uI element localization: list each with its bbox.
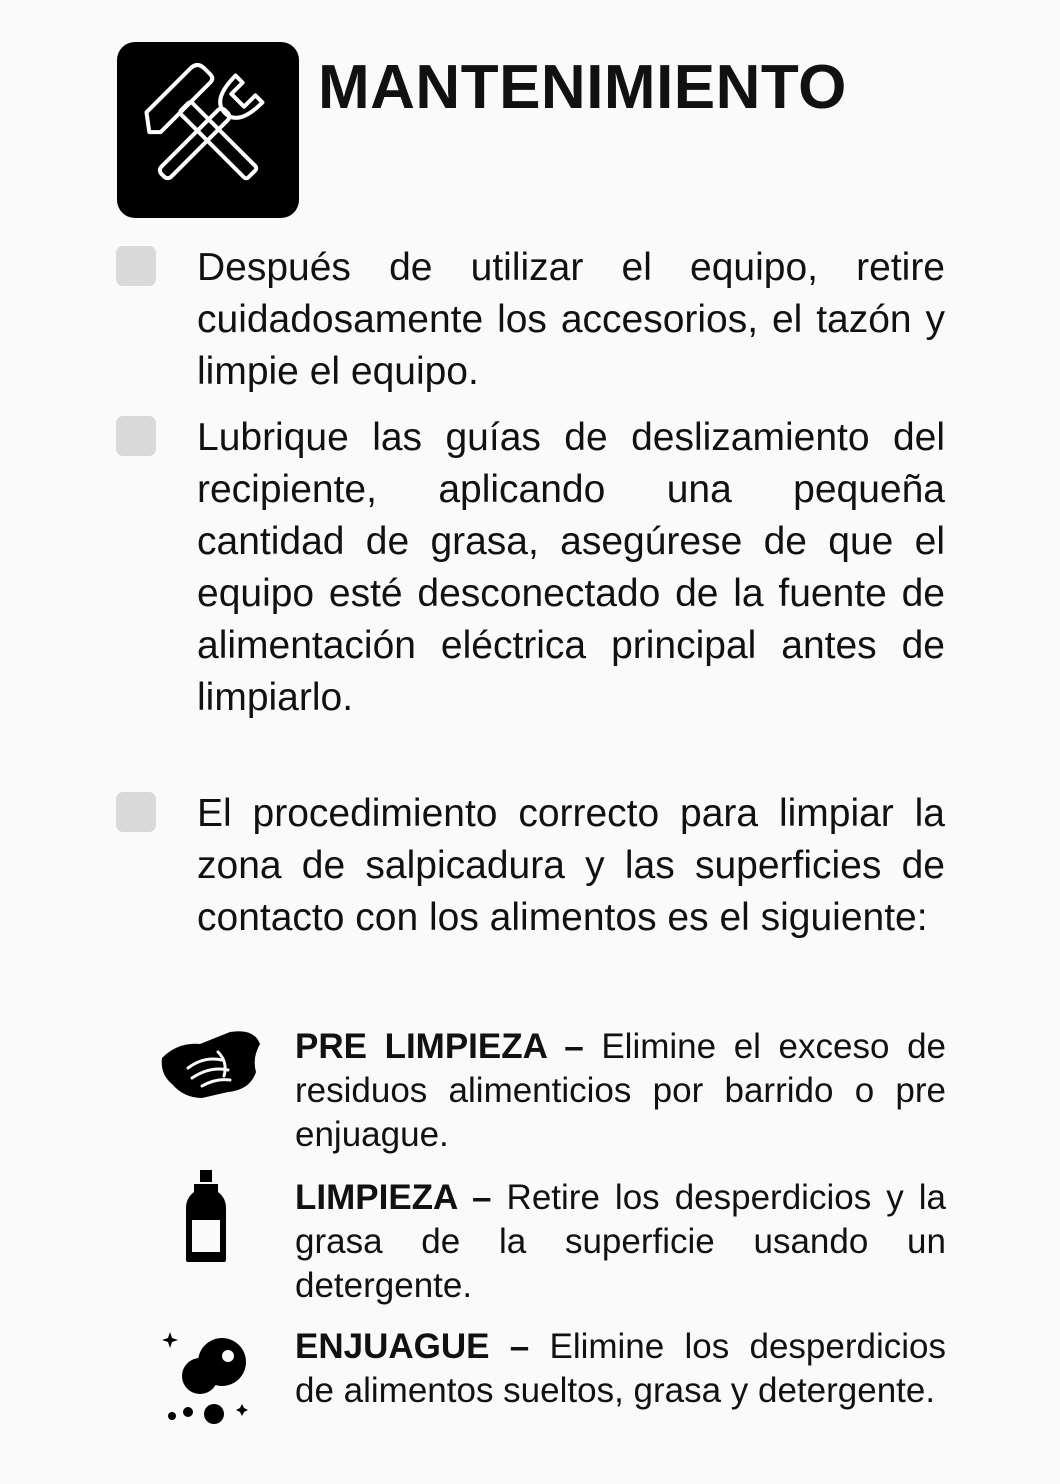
bullet-marker: [116, 792, 156, 832]
step-text: Retire los desperdicios y la grasa de la superficie usando un detergente.: [295, 1178, 946, 1305]
step-text: Elimine el exceso de residuos alimenticios por barrido o pre enjuague.: [295, 1027, 947, 1154]
detergent-bottle-icon: [184, 1168, 228, 1264]
step-pre-limpieza: [295, 1025, 946, 1157]
bullet-marker: [116, 246, 156, 286]
step-separator: –: [457, 1178, 507, 1217]
step-separator: –: [546, 1027, 602, 1066]
step-text: Elimine los desperdicios de alimentos sueltos, grasa y detergente.: [295, 1327, 946, 1410]
bullet-marker: [116, 416, 156, 456]
step-limpieza: [295, 1176, 946, 1308]
bubbles-icon: [160, 1328, 252, 1424]
hammer-wrench-icon: [117, 42, 299, 218]
page-title: MANTENIMIENTO: [318, 53, 847, 122]
cleaning-cloth-icon: [158, 1028, 264, 1100]
bullet-paragraph-3: El procedimiento correcto para limpiar la zona de salpicadura y las superficies de contacto con los alimentos es el siguiente:: [197, 792, 945, 939]
step-separator: –: [489, 1327, 550, 1366]
step-title: ENJUAGUE: [295, 1327, 490, 1366]
step-enjuague: [295, 1325, 946, 1413]
bullet-paragraph-2: Lubrique las guías de deslizamiento del recipiente, aplicando una pequeña cantidad de grasa, asegúrese de que el equipo esté desconectado de la fuente de alimentación eléctrica principal antes de limpiarlo.: [197, 416, 945, 719]
step-title: PRE LIMPIEZA: [295, 1027, 547, 1066]
step-title: LIMPIEZA: [295, 1178, 458, 1217]
bullet-paragraph-1: Después de utilizar el equipo, retire cuidadosamente los accesorios, el tazón y limpie el equipo.: [197, 246, 945, 393]
